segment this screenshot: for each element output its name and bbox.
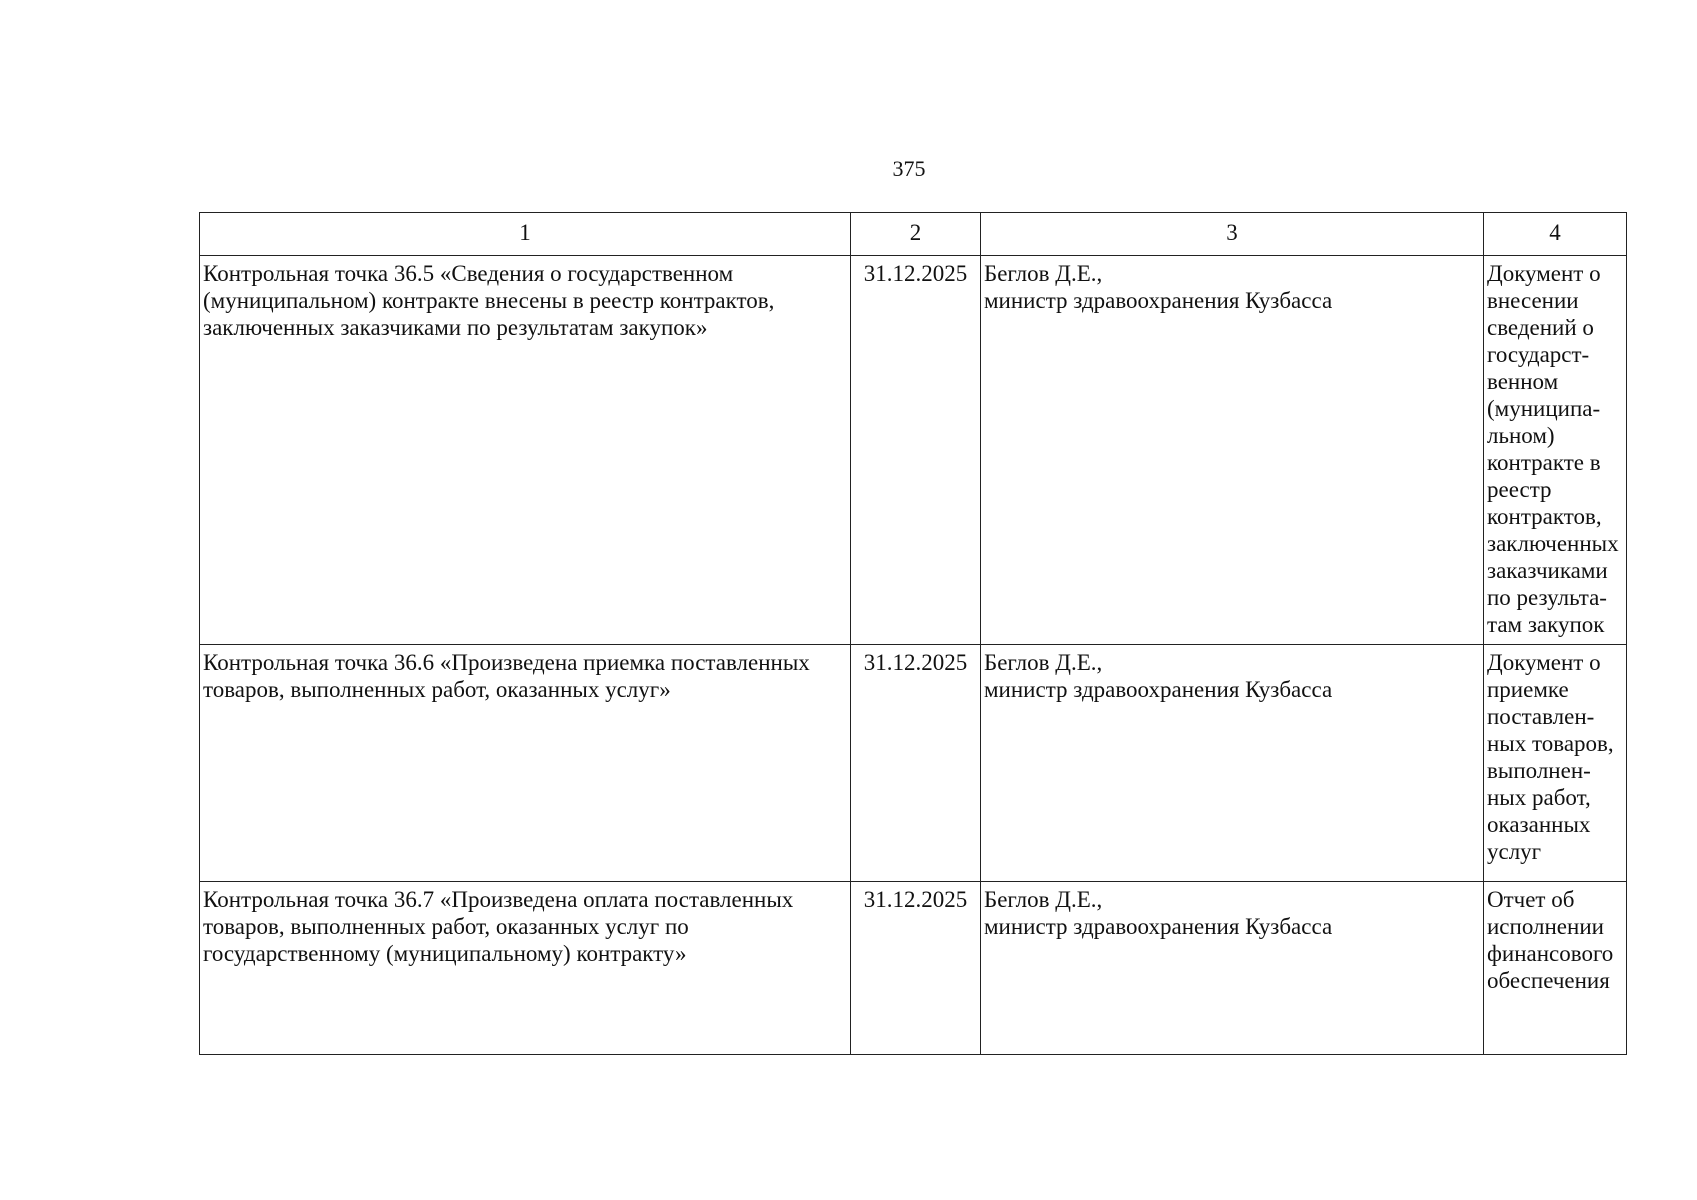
page-number: 375 (892, 156, 926, 181)
result-document: Документ о приемке поставлен- ных товаров, выполнен- ных работ, оказанных услуг (1484, 645, 1627, 882)
responsible-name: Беглов Д.Е., (984, 261, 1103, 286)
control-point-description: Контрольная точка 36.7 «Произведена оплата поставленных товаров, выполненных работ, оказанных услуг по государственному (муниципальному) контракту» (200, 882, 851, 1055)
column-header-4: 4 (1484, 213, 1627, 256)
column-header-3: 3 (981, 213, 1484, 256)
responsible-position: министр здравоохранения Кузбасса (984, 914, 1333, 939)
responsible-name: Беглов Д.Е., (984, 887, 1103, 912)
responsible-person (981, 645, 1484, 882)
responsible-person (981, 882, 1484, 1055)
table-row (200, 882, 1627, 1055)
control-point-description: Контрольная точка 36.5 «Сведения о государственном (муниципальном) контракте внесены в реестр контрактов, заключенных заказчиками по результатам закупок» (200, 256, 851, 645)
responsible-person (981, 256, 1484, 645)
column-header-2: 2 (851, 213, 981, 256)
control-point-description: Контрольная точка 36.6 «Произведена приемка поставленных товаров, выполненных работ, оказанных услуг» (200, 645, 851, 882)
deadline-date: 31.12.2025 (851, 256, 981, 645)
control-points-table (199, 212, 1627, 1055)
deadline-date: 31.12.2025 (851, 645, 981, 882)
table-header-row (200, 213, 1627, 256)
responsible-name: Беглов Д.Е., (984, 650, 1103, 675)
table-row (200, 645, 1627, 882)
responsible-position: министр здравоохранения Кузбасса (984, 677, 1333, 702)
responsible-position: министр здравоохранения Кузбасса (984, 288, 1333, 313)
table-row (200, 256, 1627, 645)
deadline-date: 31.12.2025 (851, 882, 981, 1055)
result-document: Документ о внесении сведений о государст- венном (муниципа- льном) контракте в реестр контрактов, заключенных заказчиками по результа- там закупок (1484, 256, 1627, 645)
column-header-1: 1 (200, 213, 851, 256)
result-document: Отчет об исполнении финансового обеспечения (1484, 882, 1627, 1055)
